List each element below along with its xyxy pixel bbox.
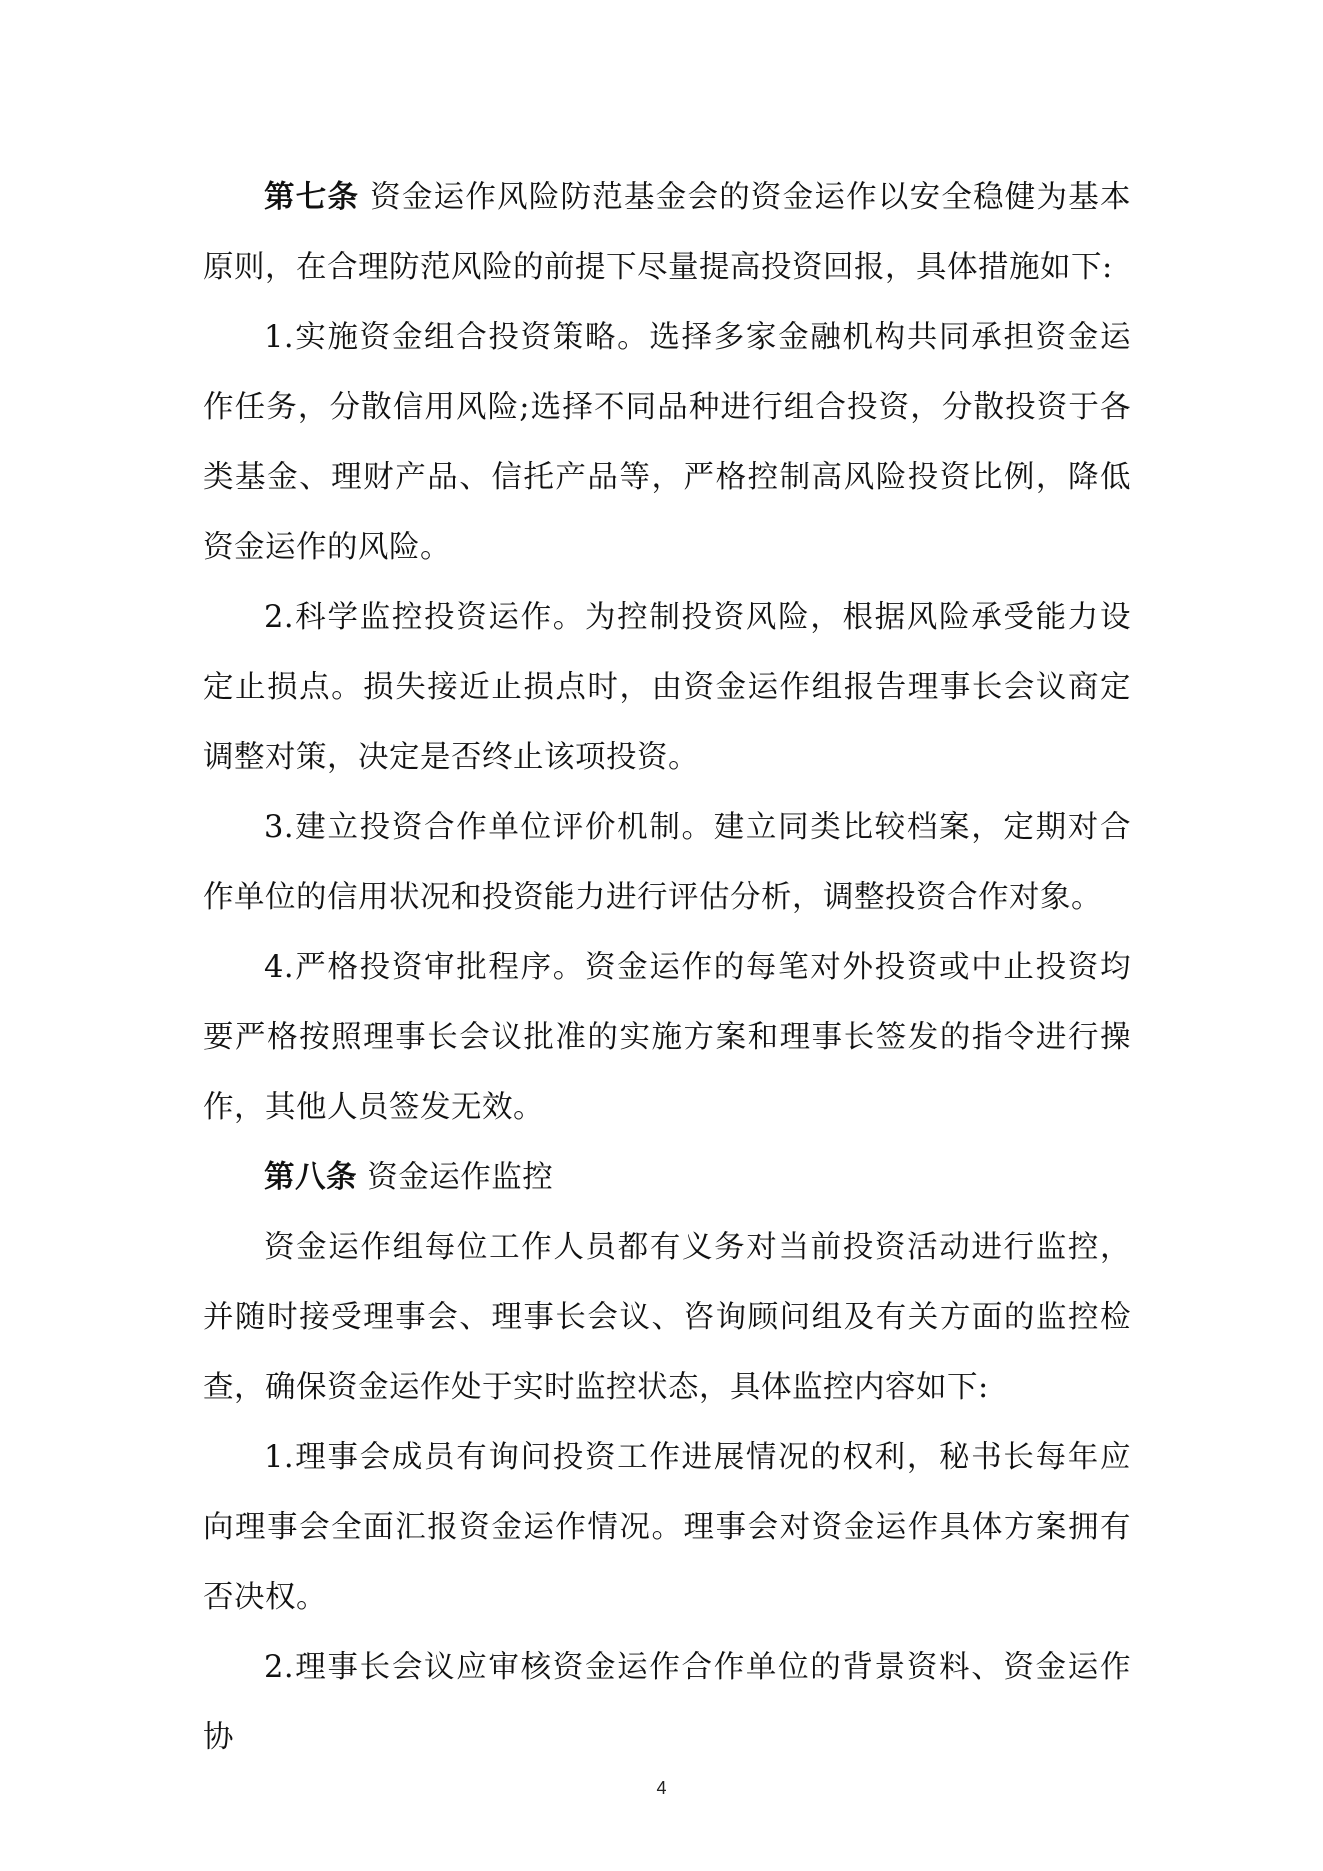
article-7-item-1: 1.实施资金组合投资策略。选择多家金融机构共同承担资金运作任务，分散信用风险;选择不同品种进行组合投资，分散投资于各类基金、理财产品、信托产品等，严格控制高风险投资比例，降低资金运作的风险。 <box>203 320 1131 565</box>
article-8-paragraph <box>203 1143 1131 1213</box>
article-7-text: 资金运作风险防范基金会的资金运作以安全稳健为基本原则，在合理防范风险的前提下尽量提高投资回报，具体措施如下: <box>203 180 1131 285</box>
article-7-paragraph <box>203 163 1131 303</box>
article-7-heading: 第七条 <box>264 180 360 215</box>
article-8-heading: 第八条 <box>264 1160 357 1195</box>
document-body <box>203 163 1131 1773</box>
page-number: 4 <box>656 1778 667 1798</box>
article-8-item-1: 1.理事会成员有询问投资工作进展情况的权利，秘书长每年应向理事会全面汇报资金运作情况。理事会对资金运作具体方案拥有否决权。 <box>203 1440 1131 1615</box>
article-7-item-3: 3.建立投资合作单位评价机制。建立同类比较档案，定期对合作单位的信用状况和投资能力进行评估分析，调整投资合作对象。 <box>203 810 1131 915</box>
article-7-item-4: 4.严格投资审批程序。资金运作的每笔对外投资或中止投资均要严格按照理事长会议批准的实施方案和理事长签发的指令进行操作，其他人员签发无效。 <box>203 950 1131 1125</box>
article-8-text: 资金运作监控 <box>357 1160 554 1195</box>
article-7-item-2: 2.科学监控投资运作。为控制投资风险，根据风险承受能力设定止损点。损失接近止损点时，由资金运作组报告理事长会议商定调整对策，决定是否终止该项投资。 <box>203 600 1131 775</box>
article-8-item-2: 2.理事长会议应审核资金运作合作单位的背景资料、资金运作协 <box>203 1650 1131 1755</box>
article-8-intro: 资金运作组每位工作人员都有义务对当前投资活动进行监控，并随时接受理事会、理事长会议、咨询顾问组及有关方面的监控检查，确保资金运作处于实时监控状态，具体监控内容如下: <box>203 1230 1131 1405</box>
